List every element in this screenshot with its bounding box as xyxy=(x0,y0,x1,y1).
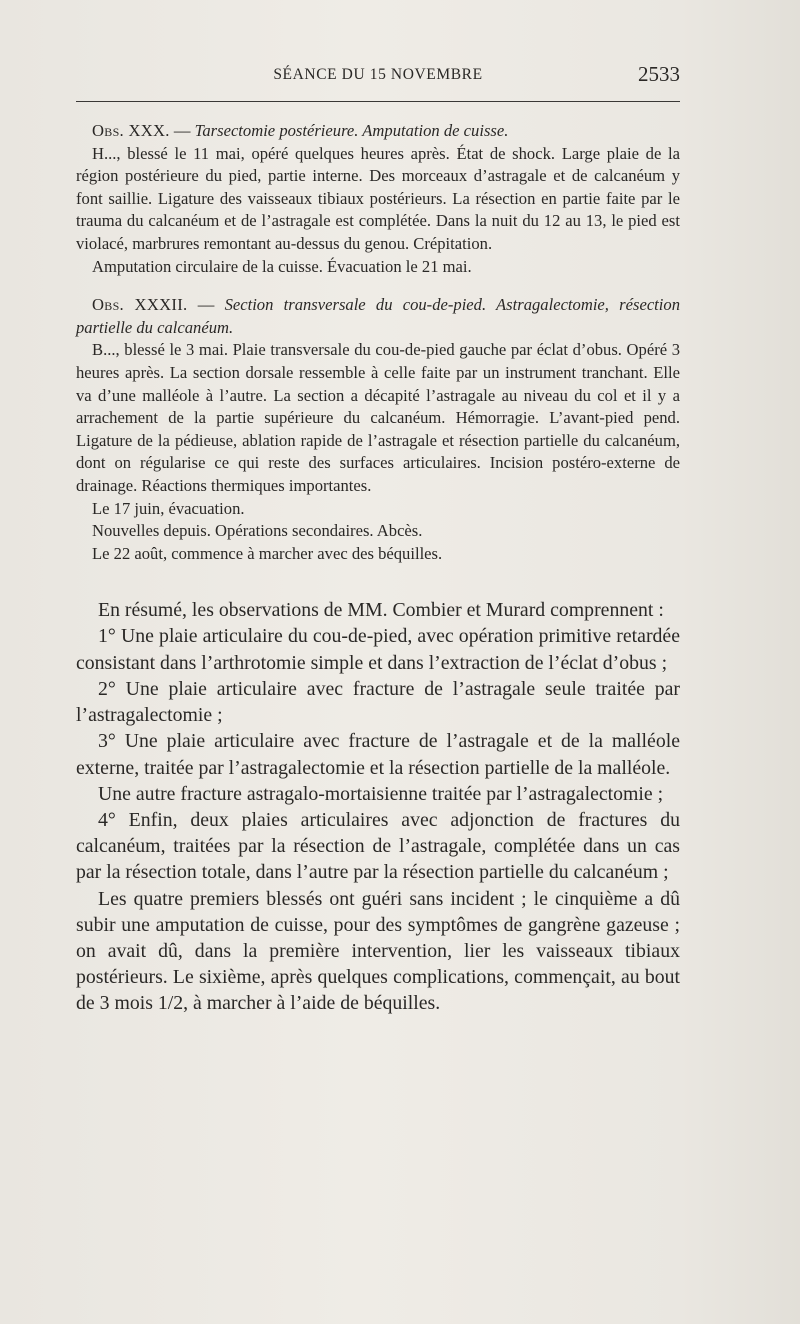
summary-item-4: 4° Enfin, deux plaies articulaires avec adjonction de fractures du calcanéum, traitées par la résection de l’astragale, complétée dans un cas par la résection totale, dans l’autre par la résection partielle du calcanéum ; xyxy=(76,808,680,884)
summary-item-3: 3° Une plaie articulaire avec fracture de l’astragale et de la malléole externe, traitée par l’astragalectomie et la résection partielle de la malléole. xyxy=(76,730,680,779)
observation-32-heading xyxy=(76,294,680,339)
header-rule xyxy=(76,101,680,102)
summary-other-fracture: Une autre fracture astragalo-mortaisienne traitée par l’astragalectomie ; xyxy=(98,782,664,805)
observation-30 xyxy=(76,120,680,278)
observation-32-paragraph: B..., blessé le 3 mai. Plaie transversale du cou-de-pied gauche par éclat d’obus. Opéré 3 heures après. La section dorsale ressemble à celle faite par un instrument tranchant. Elle va d’une malléole à l’autre. La section a décapité l’astragale au niveau du col et il y a arrachement de la partie supérieure du calcanéum. Hémorragie. L’avant-pied pend. Ligature de la pédieuse, ablation rapide de l’astragale et résection partielle du calcanéum, dont on régularise ce qui reste des surfaces articulaires. Incision postéro-externe de drainage. Réactions thermiques importantes. xyxy=(76,340,680,495)
summary-intro: En résumé, les observations de MM. Combier et Murard comprennent : xyxy=(98,599,664,622)
observation-30-title: Tarsectomie postérieure. Amputation de cuisse. xyxy=(194,121,509,140)
observation-30-dash: — xyxy=(169,121,195,140)
summary-item-2: 2° Une plaie articulaire avec fracture de l’astragale seule traitée par l’astragalectomie ; xyxy=(76,677,680,727)
observation-32-paragraph: Le 17 juin, évacuation. xyxy=(92,498,245,518)
header-title: SÉANCE DU 15 NOVEMBRE xyxy=(273,66,483,83)
summary-item-1: 1° Une plaie articulaire du cou-de-pied, avec opération primitive retardée consistant dans l’arthrotomie simple et dans l’extraction de l’éclat d’obus ; xyxy=(76,625,680,674)
summary-section xyxy=(76,597,680,1016)
observation-32-title: Section transversale du cou-de-pied. Astragalectomie, résection partielle du calcanéum. xyxy=(76,295,680,337)
observation-32 xyxy=(76,294,680,565)
observation-30-paragraph: Amputation circulaire de la cuisse. Évacuation le 21 mai. xyxy=(92,256,472,276)
running-header xyxy=(76,62,680,90)
observation-32-paragraph: Le 22 août, commence à marcher avec des béquilles. xyxy=(92,543,443,563)
page-number: 2533 xyxy=(638,62,680,86)
observation-30-paragraph: H..., blessé le 11 mai, opéré quelques heures après. État de shock. Large plaie de la région postérieure du pied, partie interne. Des morceaux d’astragale et de calcanéum y font saillie. Ligature des vaisseaux tibiaux postérieurs. La résection en partie faite par le trauma du calcanéum et de l’astragale est complétée. Dans la nuit du 12 au 13, le pied est violacé, marbrures remontant au-dessus du genou. Crépitation. xyxy=(76,143,680,253)
observation-32-paragraph: Nouvelles depuis. Opérations secondaires. Abcès. xyxy=(92,521,423,541)
page-body xyxy=(76,120,680,1017)
observation-30-heading xyxy=(76,120,680,143)
observation-32-label: Obs. XXXII. xyxy=(92,295,188,315)
observation-32-dash: — xyxy=(187,295,225,315)
summary-outcomes: Les quatre premiers blessés ont guéri sans incident ; le cinquième a dû subir une amputation de cuisse, pour des symptômes de gangrène gazeuse ; on avait dû, dans la première intervention, lier les vaisseaux tibiaux postérieurs. Le sixième, après quelques complications, commençait, au bout de 3 mois 1/2, à marcher à l’aide de béquilles. xyxy=(76,887,680,1015)
observation-30-label: Obs. XXX. xyxy=(92,121,170,140)
